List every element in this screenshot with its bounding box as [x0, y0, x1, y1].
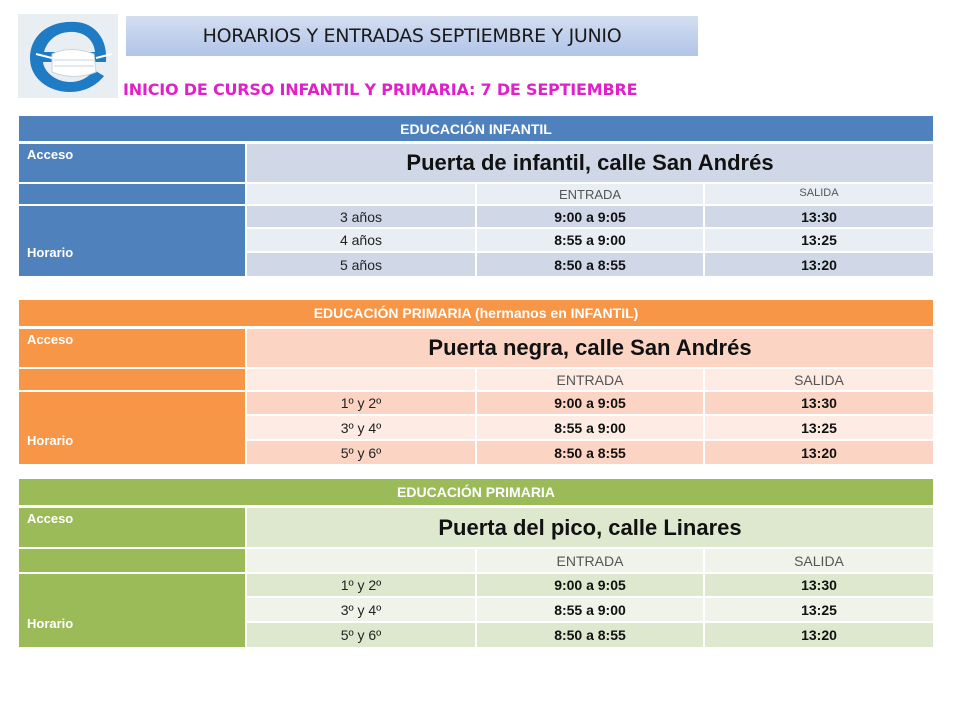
row-entrada: 8:55 a 9:00 — [477, 416, 703, 439]
col-entrada: ENTRADA — [477, 549, 703, 572]
row-group: 5º y 6º — [247, 441, 475, 464]
row-entrada: 8:50 a 8:55 — [477, 623, 703, 647]
table-title: EDUCACIÓN PRIMARIA (hermanos en INFANTIL) — [19, 300, 933, 326]
row-entrada: 8:50 a 8:55 — [477, 253, 703, 276]
row-group: 1º y 2º — [247, 574, 475, 596]
schedule-label: Horario — [19, 392, 245, 464]
e-mask-logo-icon — [18, 14, 118, 98]
row-salida: 13:20 — [705, 623, 933, 647]
access-value: Puerta de infantil, calle San Andrés — [247, 144, 933, 182]
schedule-label: Horario — [19, 574, 245, 647]
row-group: 3º y 4º — [247, 416, 475, 439]
row-salida: 13:30 — [705, 392, 933, 414]
row-salida: 13:20 — [705, 441, 933, 464]
table-title: EDUCACIÓN PRIMARIA — [19, 479, 933, 505]
access-value: Puerta del pico, calle Linares — [247, 508, 933, 547]
row-entrada: 8:50 a 8:55 — [477, 441, 703, 464]
page-title — [126, 16, 698, 56]
row-entrada: 8:55 a 9:00 — [477, 229, 703, 251]
access-label: Acceso — [19, 144, 245, 182]
col-salida: SALIDA — [705, 549, 933, 572]
colhead-spacer — [19, 369, 245, 390]
infantil-table — [19, 116, 933, 276]
row-entrada: 9:00 a 9:05 — [477, 392, 703, 414]
row-salida: 13:25 — [705, 598, 933, 621]
row-entrada: 9:00 a 9:05 — [477, 206, 703, 227]
row-salida: 13:25 — [705, 229, 933, 251]
row-group: 3º y 4º — [247, 598, 475, 621]
colhead-blank — [247, 549, 475, 572]
col-salida: SALIDA — [705, 369, 933, 390]
row-group: 5º y 6º — [247, 623, 475, 647]
course-start-subtitle: INICIO DE CURSO INFANTIL Y PRIMARIA: 7 DE SEPTIEMBRE — [123, 80, 638, 99]
col-salida: SALIDA — [705, 184, 933, 204]
table-title: EDUCACIÓN INFANTIL — [19, 116, 933, 141]
colhead-spacer — [19, 184, 245, 204]
col-entrada: ENTRADA — [477, 184, 703, 204]
row-salida: 13:30 — [705, 206, 933, 227]
row-group: 3 años — [247, 206, 475, 227]
access-value: Puerta negra, calle San Andrés — [247, 329, 933, 367]
schedule-label: Horario — [19, 206, 245, 276]
row-salida: 13:30 — [705, 574, 933, 596]
primaria-hermanos-table — [19, 300, 933, 464]
row-salida: 13:20 — [705, 253, 933, 276]
page-title-text: HORARIOS Y ENTRADAS SEPTIEMBRE Y JUNIO — [202, 25, 622, 47]
row-group: 4 años — [247, 229, 475, 251]
row-group: 1º y 2º — [247, 392, 475, 414]
access-label: Acceso — [19, 508, 245, 547]
access-label: Acceso — [19, 329, 245, 367]
colhead-blank — [247, 369, 475, 390]
colhead-blank — [247, 184, 475, 204]
colhead-spacer — [19, 549, 245, 572]
row-entrada: 8:55 a 9:00 — [477, 598, 703, 621]
row-group: 5 años — [247, 253, 475, 276]
primaria-table — [19, 479, 933, 647]
col-entrada: ENTRADA — [477, 369, 703, 390]
row-salida: 13:25 — [705, 416, 933, 439]
row-entrada: 9:00 a 9:05 — [477, 574, 703, 596]
